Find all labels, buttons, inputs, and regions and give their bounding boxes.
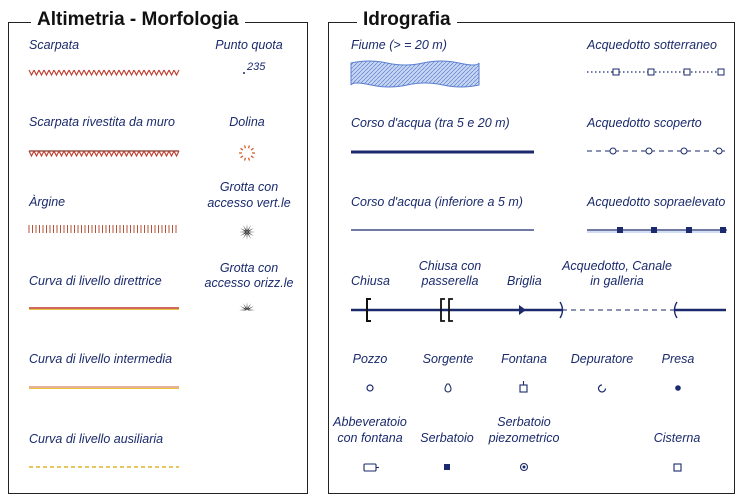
label-acq-sopraelevato: Acquedotto sopraelevato bbox=[587, 195, 726, 209]
label-piezo-2: piezometrico bbox=[488, 431, 560, 445]
label-sorgente: Sorgente bbox=[422, 352, 474, 366]
sorgente-icon bbox=[445, 384, 451, 392]
serbatoio-icon bbox=[444, 464, 450, 470]
label-corso-5-20: Corso d'acqua (tra 5 e 20 m) bbox=[351, 116, 510, 130]
acq-sopraelevato-symbol bbox=[587, 227, 727, 233]
label-galleria-1: Acquedotto, Canale bbox=[562, 259, 672, 273]
label-fontana: Fontana bbox=[501, 352, 547, 366]
label-grotta-vert-1: Grotta con bbox=[219, 180, 279, 194]
scarpata-symbol bbox=[29, 70, 179, 75]
label-briglia: Briglia bbox=[507, 274, 542, 288]
label-scarpata: Scarpata bbox=[29, 38, 80, 52]
label-galleria-2: in galleria bbox=[590, 274, 644, 288]
acq-sotterraneo-symbol bbox=[587, 69, 725, 75]
altimetria-panel bbox=[8, 9, 308, 494]
label-cisterna: Cisterna bbox=[653, 431, 701, 445]
label-grotta-orizz-2: accesso orizz.le bbox=[204, 276, 294, 290]
presa-icon bbox=[675, 385, 681, 391]
altimetria-title: Altimetria - Morfologia bbox=[31, 9, 245, 31]
argine-symbol bbox=[29, 225, 176, 233]
scarpata-muro-symbol bbox=[29, 151, 179, 156]
value-punto-quota: 235 bbox=[247, 61, 266, 73]
fontana-icon bbox=[520, 381, 527, 392]
dolina-icon bbox=[239, 145, 255, 160]
acq-scoperto-symbol bbox=[587, 148, 725, 154]
label-punto-quota: Punto quota bbox=[215, 38, 283, 52]
idrografia-symbols bbox=[329, 23, 736, 495]
label-grotta-vert-2: accesso vert.le bbox=[207, 196, 291, 210]
piezo-icon bbox=[521, 464, 528, 471]
label-passerella-2: passerella bbox=[421, 274, 479, 288]
grotta-orizz-icon bbox=[239, 302, 255, 310]
label-scarpata-muro: Scarpata rivestita da muro bbox=[29, 115, 175, 129]
structures-line bbox=[351, 299, 726, 321]
idrografia-title: Idrografia bbox=[357, 9, 457, 31]
label-fiume: Fiume (> = 20 m) bbox=[351, 38, 447, 52]
label-passerella-1: Chiusa con bbox=[418, 259, 482, 273]
punto-quota-dot bbox=[243, 72, 245, 74]
label-dolina: Dolina bbox=[229, 115, 265, 129]
altimetria-symbols bbox=[9, 23, 309, 495]
label-curva-intermedia: Curva di livello intermedia bbox=[29, 352, 173, 366]
label-piezo-1: Serbatoio bbox=[497, 415, 551, 429]
fiume-symbol bbox=[351, 61, 479, 87]
label-presa: Presa bbox=[661, 352, 695, 366]
depuratore-icon bbox=[599, 385, 606, 392]
label-serbatoio: Serbatoio bbox=[420, 431, 474, 445]
briglia-symbol bbox=[519, 305, 526, 315]
label-pozzo: Pozzo bbox=[352, 352, 388, 366]
pozzo-icon bbox=[367, 385, 373, 391]
grotta-vert-icon bbox=[239, 224, 255, 240]
label-curva-direttrice: Curva di livello direttrice bbox=[29, 274, 162, 288]
label-acq-sotterraneo: Acquedotto sotterraneo bbox=[587, 38, 717, 52]
label-grotta-orizz-1: Grotta con bbox=[219, 261, 279, 275]
label-abbeveratoio-1: Abbeveratoio bbox=[333, 415, 407, 429]
label-curva-ausiliaria: Curva di livello ausiliaria bbox=[29, 432, 164, 446]
label-corso-5: Corso d'acqua (inferiore a 5 m) bbox=[351, 195, 523, 209]
abbeveratoio-icon bbox=[364, 464, 379, 471]
label-abbeveratoio-2: con fontana bbox=[337, 431, 403, 445]
label-argine: Àrgine bbox=[29, 195, 66, 209]
idrografia-panel bbox=[328, 9, 735, 494]
label-depuratore: Depuratore bbox=[570, 352, 634, 366]
label-acq-scoperto: Acquedotto scoperto bbox=[587, 116, 702, 130]
label-chiusa: Chiusa bbox=[351, 274, 390, 288]
cisterna-icon bbox=[674, 464, 681, 471]
